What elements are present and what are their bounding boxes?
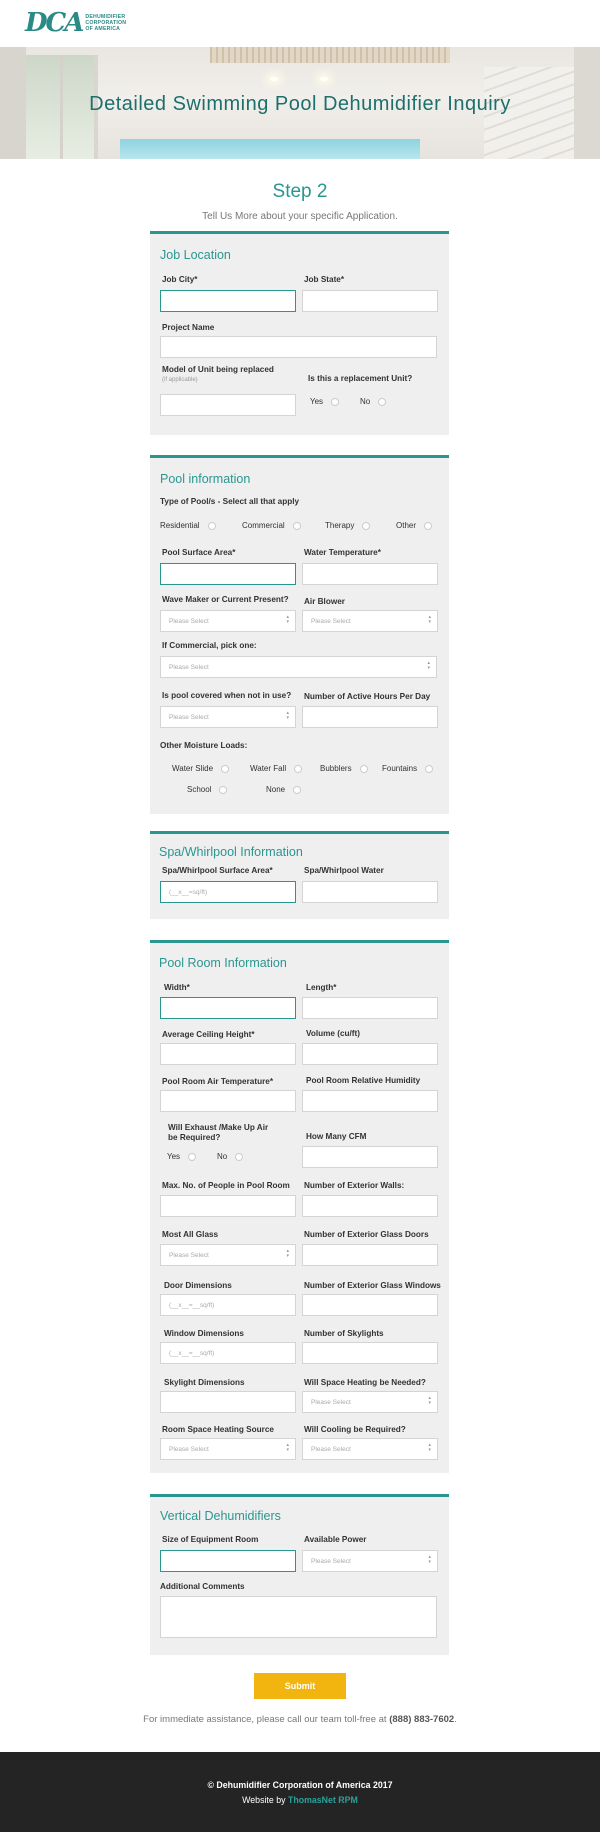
air-blower-label: Air Blower <box>304 597 345 606</box>
step-subtitle: Tell Us More about your specific Application. <box>202 211 398 222</box>
glass-doors-label: Number of Exterior Glass Doors <box>304 1230 429 1239</box>
panel-title: Vertical Dehumidifiers <box>160 1509 281 1523</box>
air-temp-input[interactable] <box>160 1090 296 1112</box>
all-glass-select[interactable]: Please Select ▴ ▾ <box>160 1244 296 1266</box>
volume-input[interactable] <box>302 1043 438 1065</box>
wave-maker-select[interactable]: Please Select ▴ ▾ <box>160 610 296 632</box>
job-state-input[interactable] <box>302 290 438 312</box>
moisture-water-fall[interactable]: Water Fall <box>250 764 302 773</box>
air-temp-label: Pool Room Air Temperature* <box>162 1077 274 1086</box>
skylight-dimensions-label: Skylight Dimensions <box>164 1378 245 1387</box>
pool-type-therapy[interactable]: Therapy <box>325 521 370 530</box>
all-glass-label: Most All Glass <box>162 1230 219 1239</box>
pool-information-panel <box>150 455 449 814</box>
pool-type-commercial[interactable]: Commercial <box>242 521 301 530</box>
ceiling-height-input[interactable] <box>160 1043 296 1065</box>
hero-banner <box>0 47 600 159</box>
job-state-label: Job State* <box>304 275 345 284</box>
comments-label: Additional Comments <box>160 1582 245 1591</box>
glass-windows-input[interactable] <box>302 1294 438 1316</box>
step-title: Step 2 <box>272 181 328 202</box>
skylights-input[interactable] <box>302 1342 438 1364</box>
panel-title: Pool information <box>160 472 251 486</box>
glass-doors-input[interactable] <box>302 1244 438 1266</box>
length-input[interactable] <box>302 997 438 1019</box>
water-temp-input[interactable] <box>302 563 438 585</box>
heating-source-select[interactable]: Please Select ▴ ▾ <box>160 1438 296 1460</box>
panel-title: Pool Room Information <box>159 956 287 970</box>
width-label: Width* <box>164 983 190 992</box>
moisture-water-slide[interactable]: Water Slide <box>172 764 229 773</box>
spa-information-panel <box>150 831 449 919</box>
pool-type-other[interactable]: Other <box>396 521 432 530</box>
pool-surface-input[interactable] <box>160 563 296 585</box>
skylights-label: Number of Skylights <box>304 1329 384 1338</box>
copyright: © Dehumidifier Corporation of America 2017 <box>207 1780 393 1790</box>
site-footer <box>0 1752 600 1832</box>
length-label: Length* <box>306 983 337 992</box>
heating-source-label: Room Space Heating Source <box>162 1425 274 1434</box>
space-heating-label: Will Space Heating be Needed? <box>304 1378 426 1387</box>
exhaust-label-line1: Will Exhaust /Make Up Air <box>168 1123 269 1132</box>
door-dimensions-input[interactable]: (__x__=__sq/ft) <box>160 1294 296 1316</box>
job-city-input[interactable] <box>160 290 296 312</box>
door-dimensions-label: Door Dimensions <box>164 1281 232 1290</box>
page-title: Detailed Swimming Pool Dehumidifier Inquiry <box>89 93 511 115</box>
window-dimensions-input[interactable]: (__x__=__sq/ft) <box>160 1342 296 1364</box>
vertical-dehumidifiers-panel <box>150 1494 449 1655</box>
space-heating-select[interactable]: Please Select ▴ ▾ <box>302 1391 438 1413</box>
thomasnet-link[interactable]: ThomasNet RPM <box>287 1795 358 1805</box>
cooling-select[interactable]: Please Select ▴ ▾ <box>302 1438 438 1460</box>
pool-surface-label: Pool Surface Area* <box>162 548 236 557</box>
replacement-label: Is this a replacement Unit? <box>308 374 413 383</box>
replacement-yes-radio[interactable]: Yes <box>310 397 339 406</box>
exhaust-no-radio[interactable]: No <box>217 1152 243 1161</box>
company-logo[interactable] <box>25 8 127 38</box>
assistance-text: For immediate assistance, please call our team toll-free at (888) 883-7602. <box>143 1714 457 1725</box>
pool-covered-select[interactable]: Please Select ▴ ▾ <box>160 706 296 728</box>
logo-mark: DCA <box>25 8 83 38</box>
spa-area-input[interactable]: (__x__=sq/ft) <box>160 881 296 903</box>
wave-maker-label: Wave Maker or Current Present? <box>162 595 289 604</box>
available-power-select[interactable]: Please Select ▴ ▾ <box>302 1550 438 1572</box>
max-people-input[interactable] <box>160 1195 296 1217</box>
submit-button[interactable]: Submit <box>254 1673 346 1699</box>
cfm-input[interactable] <box>302 1146 438 1168</box>
ceiling-height-label: Average Ceiling Height* <box>162 1030 255 1039</box>
exterior-walls-label: Number of Exterior Walls: <box>304 1181 405 1190</box>
project-name-input[interactable] <box>160 336 437 358</box>
spa-area-label: Spa/Whirlpool Surface Area* <box>162 866 273 875</box>
glass-windows-label: Number of Exterior Glass Windows <box>304 1281 441 1290</box>
spa-water-label: Spa/Whirlpool Water <box>304 866 384 875</box>
skylight-dimensions-input[interactable] <box>160 1391 296 1413</box>
phone-link[interactable]: (888) 883-7602 <box>389 1714 455 1725</box>
equipment-room-label: Size of Equipment Room <box>162 1535 259 1544</box>
equipment-room-input[interactable] <box>160 1550 296 1572</box>
active-hours-input[interactable] <box>302 706 438 728</box>
pool-room-panel <box>150 940 449 1473</box>
water-temp-label: Water Temperature* <box>304 548 381 557</box>
max-people-label: Max. No. of People in Pool Room <box>162 1181 290 1190</box>
pool-type-label: Type of Pool/s - Select all that apply <box>160 497 300 506</box>
window-dimensions-label: Window Dimensions <box>164 1329 244 1338</box>
exterior-walls-input[interactable] <box>302 1195 438 1217</box>
site-header <box>0 0 600 47</box>
model-label: Model of Unit being replaced <box>162 365 274 374</box>
job-city-label: Job City* <box>162 275 198 284</box>
replacement-no-radio[interactable]: No <box>360 397 386 406</box>
moisture-bubblers[interactable]: Bubblers <box>320 764 368 773</box>
available-power-label: Available Power <box>304 1535 367 1544</box>
width-input[interactable] <box>160 997 296 1019</box>
model-input[interactable] <box>160 394 296 416</box>
cooling-label: Will Cooling be Required? <box>304 1425 406 1434</box>
humidity-input[interactable] <box>302 1090 438 1112</box>
spa-water-input[interactable] <box>302 881 438 903</box>
panel-title: Spa/Whirlpool Information <box>159 845 303 859</box>
commercial-type-label: If Commercial, pick one: <box>162 641 257 650</box>
humidity-label: Pool Room Relative Humidity <box>306 1076 421 1085</box>
comments-textarea[interactable] <box>160 1596 437 1638</box>
volume-label: Volume (cu/ft) <box>306 1029 360 1038</box>
job-location-panel <box>150 231 449 435</box>
pool-covered-label: Is pool covered when not in use? <box>162 691 292 700</box>
website-credit: Website by ThomasNet RPM <box>242 1795 358 1805</box>
logo-text: DEHUMIDIFIER CORPORATION OF AMERICA <box>85 14 127 32</box>
moisture-school[interactable]: School <box>187 785 227 794</box>
exhaust-label-line2: be Required? <box>168 1133 221 1142</box>
panel-title: Job Location <box>160 248 231 262</box>
active-hours-label: Number of Active Hours Per Day <box>304 692 431 701</box>
project-name-label: Project Name <box>162 323 215 332</box>
moisture-fountains[interactable]: Fountains <box>382 764 433 773</box>
exhaust-yes-radio[interactable]: Yes <box>167 1152 196 1161</box>
moisture-loads-label: Other Moisture Loads: <box>160 741 248 750</box>
commercial-type-select[interactable]: Please Select ▴ ▾ <box>160 656 437 678</box>
moisture-none[interactable]: None <box>266 785 301 794</box>
air-blower-select[interactable]: Please Select ▴ ▾ <box>302 610 438 632</box>
pool-type-residential[interactable]: Residential <box>160 521 216 530</box>
cfm-label: How Many CFM <box>306 1132 367 1141</box>
model-hint: (if applicable) <box>162 377 198 383</box>
